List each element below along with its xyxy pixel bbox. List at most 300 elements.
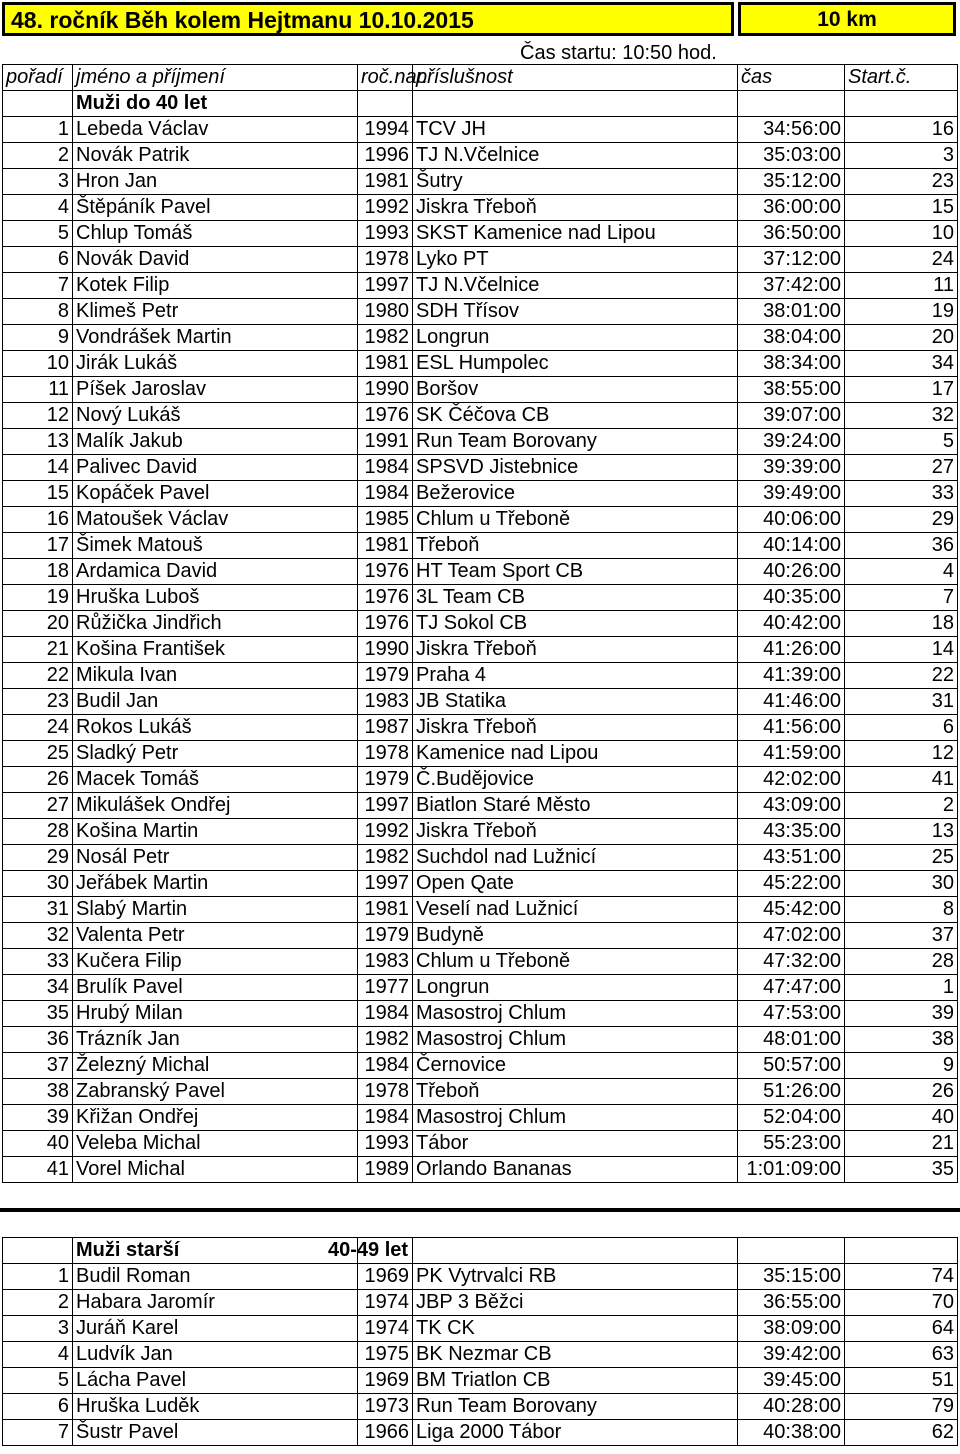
start-number: 31 <box>845 689 958 715</box>
table-row <box>3 1368 958 1394</box>
runner-name: Kotek Filip <box>73 273 358 299</box>
runner-name: Hrubý Milan <box>73 1001 358 1027</box>
club: BK Nezmar CB <box>413 1342 738 1368</box>
club: Longrun <box>413 325 738 351</box>
club: Tábor <box>413 1131 738 1157</box>
start-number: 17 <box>845 377 958 403</box>
position: 7 <box>3 273 73 299</box>
table-row <box>3 715 958 741</box>
finish-time: 39:42:00 <box>738 1342 845 1368</box>
table-row <box>3 247 958 273</box>
runner-name: Zabranský Pavel <box>73 1079 358 1105</box>
birth-year: 1992 <box>358 819 413 845</box>
club: Třeboň <box>413 533 738 559</box>
table-row <box>3 221 958 247</box>
start-number: 2 <box>845 793 958 819</box>
finish-time: 38:34:00 <box>738 351 845 377</box>
runner-name: Veleba Michal <box>73 1131 358 1157</box>
runner-name: Macek Tomáš <box>73 767 358 793</box>
finish-time: 43:51:00 <box>738 845 845 871</box>
start-number: 11 <box>845 273 958 299</box>
birth-year: 1979 <box>358 923 413 949</box>
runner-name: Brulík Pavel <box>73 975 358 1001</box>
club: Suchdol nad Lužnicí <box>413 845 738 871</box>
birth-year: 1979 <box>358 767 413 793</box>
start-number: 64 <box>845 1316 958 1342</box>
club: Jiskra Třeboň <box>413 195 738 221</box>
club: TCV JH <box>413 117 738 143</box>
runner-name: Košina František <box>73 637 358 663</box>
position: 30 <box>3 871 73 897</box>
birth-year: 1997 <box>358 871 413 897</box>
club: Liga 2000 Tábor <box>413 1420 738 1446</box>
runner-name: Kučera Filip <box>73 949 358 975</box>
birth-year: 1978 <box>358 741 413 767</box>
position: 4 <box>3 195 73 221</box>
start-number: 40 <box>845 1105 958 1131</box>
start-number: 10 <box>845 221 958 247</box>
table-row <box>3 1394 958 1420</box>
table-row <box>3 351 958 377</box>
finish-time: 38:09:00 <box>738 1316 845 1342</box>
club: TJ N.Včelnice <box>413 143 738 169</box>
runner-name: Šimek Matouš <box>73 533 358 559</box>
race-title: 48. ročník Běh kolem Hejtmanu 10.10.2015 <box>2 2 734 36</box>
table-row <box>3 403 958 429</box>
birth-year: 1984 <box>358 1053 413 1079</box>
finish-time: 39:45:00 <box>738 1368 845 1394</box>
table-row <box>3 1053 958 1079</box>
table-row <box>3 741 958 767</box>
birth-year: 1983 <box>358 949 413 975</box>
finish-time: 52:04:00 <box>738 1105 845 1131</box>
birth-year: 1979 <box>358 663 413 689</box>
start-number: 32 <box>845 403 958 429</box>
birth-year: 1974 <box>358 1316 413 1342</box>
column-header-club: příslušnost <box>413 65 738 91</box>
birth-year: 1981 <box>358 897 413 923</box>
position: 24 <box>3 715 73 741</box>
club: Chlum u Třeboně <box>413 949 738 975</box>
table-row <box>3 1342 958 1368</box>
club: BM Triatlon CB <box>413 1368 738 1394</box>
table-row <box>3 1157 958 1183</box>
position: 26 <box>3 767 73 793</box>
club: Biatlon Staré Město <box>413 793 738 819</box>
start-number: 21 <box>845 1131 958 1157</box>
club: Praha 4 <box>413 663 738 689</box>
runner-name: Vondrášek Martin <box>73 325 358 351</box>
table-row <box>3 1131 958 1157</box>
finish-time: 1:01:09:00 <box>738 1157 845 1183</box>
table-row <box>3 897 958 923</box>
club: TK CK <box>413 1316 738 1342</box>
table-row <box>3 637 958 663</box>
club: ESL Humpolec <box>413 351 738 377</box>
birth-year: 1982 <box>358 1027 413 1053</box>
runner-name: Vorel Michal <box>73 1157 358 1183</box>
runner-name: Budil Jan <box>73 689 358 715</box>
finish-time: 37:12:00 <box>738 247 845 273</box>
section-title: Muži starší <box>73 1238 358 1264</box>
start-number: 7 <box>845 585 958 611</box>
club: Černovice <box>413 1053 738 1079</box>
birth-year: 1976 <box>358 403 413 429</box>
table-row <box>3 949 958 975</box>
table-row <box>3 1290 958 1316</box>
finish-time: 37:42:00 <box>738 273 845 299</box>
club: Masostroj Chlum <box>413 1027 738 1053</box>
start-number: 51 <box>845 1368 958 1394</box>
runner-name: Ardamica David <box>73 559 358 585</box>
column-header-row <box>3 65 958 91</box>
start-number: 70 <box>845 1290 958 1316</box>
runner-name: Lácha Pavel <box>73 1368 358 1394</box>
start-number: 28 <box>845 949 958 975</box>
runner-name: Nosál Petr <box>73 845 358 871</box>
club: HT Team Sport CB <box>413 559 738 585</box>
table-row <box>3 663 958 689</box>
finish-time: 34:56:00 <box>738 117 845 143</box>
start-number: 6 <box>845 715 958 741</box>
finish-time: 47:53:00 <box>738 1001 845 1027</box>
finish-time: 38:04:00 <box>738 325 845 351</box>
position: 1 <box>3 1264 73 1290</box>
position: 11 <box>3 377 73 403</box>
runner-name: Palivec David <box>73 455 358 481</box>
runner-name: Malík Jakub <box>73 429 358 455</box>
position: 27 <box>3 793 73 819</box>
runner-name: Ludvík Jan <box>73 1342 358 1368</box>
club: Bežerovice <box>413 481 738 507</box>
position: 18 <box>3 559 73 585</box>
start-number: 36 <box>845 533 958 559</box>
birth-year: 1978 <box>358 247 413 273</box>
club: SK Čéčova CB <box>413 403 738 429</box>
start-time: Čas startu: 10:50 hod. <box>520 42 717 64</box>
start-number: 27 <box>845 455 958 481</box>
table-row <box>3 117 958 143</box>
position: 14 <box>3 455 73 481</box>
position: 2 <box>3 143 73 169</box>
start-number: 1 <box>845 975 958 1001</box>
position: 3 <box>3 1316 73 1342</box>
position: 10 <box>3 351 73 377</box>
club: Veselí nad Lužnicí <box>413 897 738 923</box>
birth-year: 1990 <box>358 637 413 663</box>
finish-time: 40:28:00 <box>738 1394 845 1420</box>
finish-time: 40:38:00 <box>738 1420 845 1446</box>
finish-time: 51:26:00 <box>738 1079 845 1105</box>
start-number: 3 <box>845 143 958 169</box>
table-row <box>3 325 958 351</box>
runner-name: Šustr Pavel <box>73 1420 358 1446</box>
birth-year: 1973 <box>358 1394 413 1420</box>
column-header-position: pořadí <box>3 65 73 91</box>
results-table-40-49 <box>2 1237 958 1446</box>
start-number: 5 <box>845 429 958 455</box>
start-number: 34 <box>845 351 958 377</box>
birth-year: 1980 <box>358 299 413 325</box>
finish-time: 41:56:00 <box>738 715 845 741</box>
race-distance: 10 km <box>738 2 956 36</box>
table-row <box>3 507 958 533</box>
table-row <box>3 143 958 169</box>
finish-time: 45:42:00 <box>738 897 845 923</box>
runner-name: Nový Lukáš <box>73 403 358 429</box>
finish-time: 36:55:00 <box>738 1290 845 1316</box>
table-row <box>3 923 958 949</box>
table-row <box>3 299 958 325</box>
position: 28 <box>3 819 73 845</box>
club: Šutry <box>413 169 738 195</box>
start-number: 33 <box>845 481 958 507</box>
finish-time: 40:42:00 <box>738 611 845 637</box>
birth-year: 1969 <box>358 1264 413 1290</box>
start-number: 18 <box>845 611 958 637</box>
start-number: 38 <box>845 1027 958 1053</box>
position: 9 <box>3 325 73 351</box>
results-header <box>0 0 960 64</box>
finish-time: 40:35:00 <box>738 585 845 611</box>
section-subtitle: 40-49 let <box>328 1239 409 1261</box>
position: 3 <box>3 169 73 195</box>
birth-year: 1997 <box>358 793 413 819</box>
position: 25 <box>3 741 73 767</box>
finish-time: 39:49:00 <box>738 481 845 507</box>
birth-year: 1993 <box>358 221 413 247</box>
runner-name: Chlup Tomáš <box>73 221 358 247</box>
section-title-row <box>3 91 958 117</box>
runner-name: Sladký Petr <box>73 741 358 767</box>
table-row <box>3 819 958 845</box>
club: Jiskra Třeboň <box>413 715 738 741</box>
club: Lyko PT <box>413 247 738 273</box>
club: Budyně <box>413 923 738 949</box>
start-number: 63 <box>845 1342 958 1368</box>
table-row <box>3 429 958 455</box>
runner-name: Hruška Luděk <box>73 1394 358 1420</box>
club: SPSVD Jistebnice <box>413 455 738 481</box>
column-header-year: roč.nar. <box>358 65 413 91</box>
birth-year: 1981 <box>358 533 413 559</box>
club: TJ Sokol CB <box>413 611 738 637</box>
finish-time: 41:26:00 <box>738 637 845 663</box>
runner-name: Křižan Ondřej <box>73 1105 358 1131</box>
birth-year: 1984 <box>358 481 413 507</box>
runner-name: Klimeš Petr <box>73 299 358 325</box>
finish-time: 47:32:00 <box>738 949 845 975</box>
finish-time: 47:47:00 <box>738 975 845 1001</box>
runner-name: Píšek Jaroslav <box>73 377 358 403</box>
birth-year: 1969 <box>358 1368 413 1394</box>
finish-time: 39:39:00 <box>738 455 845 481</box>
start-number: 26 <box>845 1079 958 1105</box>
start-number: 74 <box>845 1264 958 1290</box>
runner-name: Rokos Lukáš <box>73 715 358 741</box>
birth-year: 1981 <box>358 169 413 195</box>
start-number: 4 <box>845 559 958 585</box>
table-row <box>3 975 958 1001</box>
position: 13 <box>3 429 73 455</box>
finish-time: 36:50:00 <box>738 221 845 247</box>
start-number: 24 <box>845 247 958 273</box>
runner-name: Mikula Ivan <box>73 663 358 689</box>
start-number: 19 <box>845 299 958 325</box>
position: 34 <box>3 975 73 1001</box>
position: 29 <box>3 845 73 871</box>
table-row <box>3 1420 958 1446</box>
section-divider <box>0 1208 960 1212</box>
finish-time: 35:12:00 <box>738 169 845 195</box>
club: JB Statika <box>413 689 738 715</box>
column-header-start-number: Start.č. <box>845 65 958 91</box>
birth-year: 1990 <box>358 377 413 403</box>
position: 37 <box>3 1053 73 1079</box>
birth-year: 1981 <box>358 351 413 377</box>
birth-year: 1992 <box>358 195 413 221</box>
column-header-time: čas <box>738 65 845 91</box>
finish-time: 42:02:00 <box>738 767 845 793</box>
table-row <box>3 1001 958 1027</box>
table-row <box>3 845 958 871</box>
finish-time: 38:55:00 <box>738 377 845 403</box>
club: Orlando Bananas <box>413 1157 738 1183</box>
position: 38 <box>3 1079 73 1105</box>
runner-name: Jirák Lukáš <box>73 351 358 377</box>
runner-name: Mikulášek Ondřej <box>73 793 358 819</box>
birth-year: 1985 <box>358 507 413 533</box>
runner-name: Hruška Luboš <box>73 585 358 611</box>
position: 22 <box>3 663 73 689</box>
start-number: 22 <box>845 663 958 689</box>
finish-time: 36:00:00 <box>738 195 845 221</box>
start-number: 29 <box>845 507 958 533</box>
club: PK Vytrvalci RB <box>413 1264 738 1290</box>
club: TJ N.Včelnice <box>413 273 738 299</box>
position: 2 <box>3 1290 73 1316</box>
club: Boršov <box>413 377 738 403</box>
position: 7 <box>3 1420 73 1446</box>
birth-year: 1975 <box>358 1342 413 1368</box>
birth-year: 1974 <box>358 1290 413 1316</box>
start-number: 13 <box>845 819 958 845</box>
runner-name: Hron Jan <box>73 169 358 195</box>
position: 39 <box>3 1105 73 1131</box>
position: 36 <box>3 1027 73 1053</box>
table-row <box>3 1316 958 1342</box>
finish-time: 41:59:00 <box>738 741 845 767</box>
birth-year: 1966 <box>358 1420 413 1446</box>
start-number: 14 <box>845 637 958 663</box>
birth-year: 1997 <box>358 273 413 299</box>
position: 40 <box>3 1131 73 1157</box>
club: Open Qate <box>413 871 738 897</box>
birth-year: 1983 <box>358 689 413 715</box>
runner-name: Slabý Martin <box>73 897 358 923</box>
finish-time: 39:24:00 <box>738 429 845 455</box>
table-row <box>3 611 958 637</box>
runner-name: Juráň Karel <box>73 1316 358 1342</box>
start-number: 9 <box>845 1053 958 1079</box>
position: 35 <box>3 1001 73 1027</box>
start-number: 39 <box>845 1001 958 1027</box>
club: 3L Team CB <box>413 585 738 611</box>
birth-year: 1993 <box>358 1131 413 1157</box>
table-row <box>3 689 958 715</box>
club: JBP 3 Běžci <box>413 1290 738 1316</box>
position: 15 <box>3 481 73 507</box>
birth-year: 1976 <box>358 585 413 611</box>
table-row <box>3 559 958 585</box>
start-number: 37 <box>845 923 958 949</box>
table-row <box>3 1027 958 1053</box>
club: Run Team Borovany <box>413 429 738 455</box>
position: 6 <box>3 247 73 273</box>
runner-name: Novák David <box>73 247 358 273</box>
finish-time: 40:14:00 <box>738 533 845 559</box>
birth-year: 1976 <box>358 559 413 585</box>
finish-time: 35:15:00 <box>738 1264 845 1290</box>
results-table-under-40 <box>2 64 958 1183</box>
table-row <box>3 1105 958 1131</box>
runner-name: Novák Patrik <box>73 143 358 169</box>
club: Run Team Borovany <box>413 1394 738 1420</box>
club: Masostroj Chlum <box>413 1001 738 1027</box>
start-number: 62 <box>845 1420 958 1446</box>
position: 23 <box>3 689 73 715</box>
position: 32 <box>3 923 73 949</box>
table-row <box>3 533 958 559</box>
finish-time: 39:07:00 <box>738 403 845 429</box>
table-row <box>3 767 958 793</box>
birth-year: 1982 <box>358 845 413 871</box>
position: 5 <box>3 221 73 247</box>
finish-time: 41:39:00 <box>738 663 845 689</box>
birth-year: 1984 <box>358 1105 413 1131</box>
position: 19 <box>3 585 73 611</box>
runner-name: Habara Jaromír <box>73 1290 358 1316</box>
section-title-row <box>3 1238 958 1264</box>
birth-year: 1982 <box>358 325 413 351</box>
finish-time: 38:01:00 <box>738 299 845 325</box>
finish-time: 41:46:00 <box>738 689 845 715</box>
finish-time: 55:23:00 <box>738 1131 845 1157</box>
start-number: 25 <box>845 845 958 871</box>
position: 17 <box>3 533 73 559</box>
club: SKST Kamenice nad Lipou <box>413 221 738 247</box>
table-row <box>3 793 958 819</box>
table-row <box>3 195 958 221</box>
position: 31 <box>3 897 73 923</box>
birth-year: 1991 <box>358 429 413 455</box>
position: 41 <box>3 1157 73 1183</box>
column-header-name: jméno a příjmení <box>73 65 358 91</box>
start-number: 41 <box>845 767 958 793</box>
runner-name: Štěpáník Pavel <box>73 195 358 221</box>
birth-year: 1987 <box>358 715 413 741</box>
club: Jiskra Třeboň <box>413 637 738 663</box>
runner-name: Budil Roman <box>73 1264 358 1290</box>
table-row <box>3 455 958 481</box>
birth-year: 1984 <box>358 455 413 481</box>
club: Longrun <box>413 975 738 1001</box>
finish-time: 35:03:00 <box>738 143 845 169</box>
start-number: 16 <box>845 117 958 143</box>
position: 12 <box>3 403 73 429</box>
finish-time: 48:01:00 <box>738 1027 845 1053</box>
birth-year: 1976 <box>358 611 413 637</box>
